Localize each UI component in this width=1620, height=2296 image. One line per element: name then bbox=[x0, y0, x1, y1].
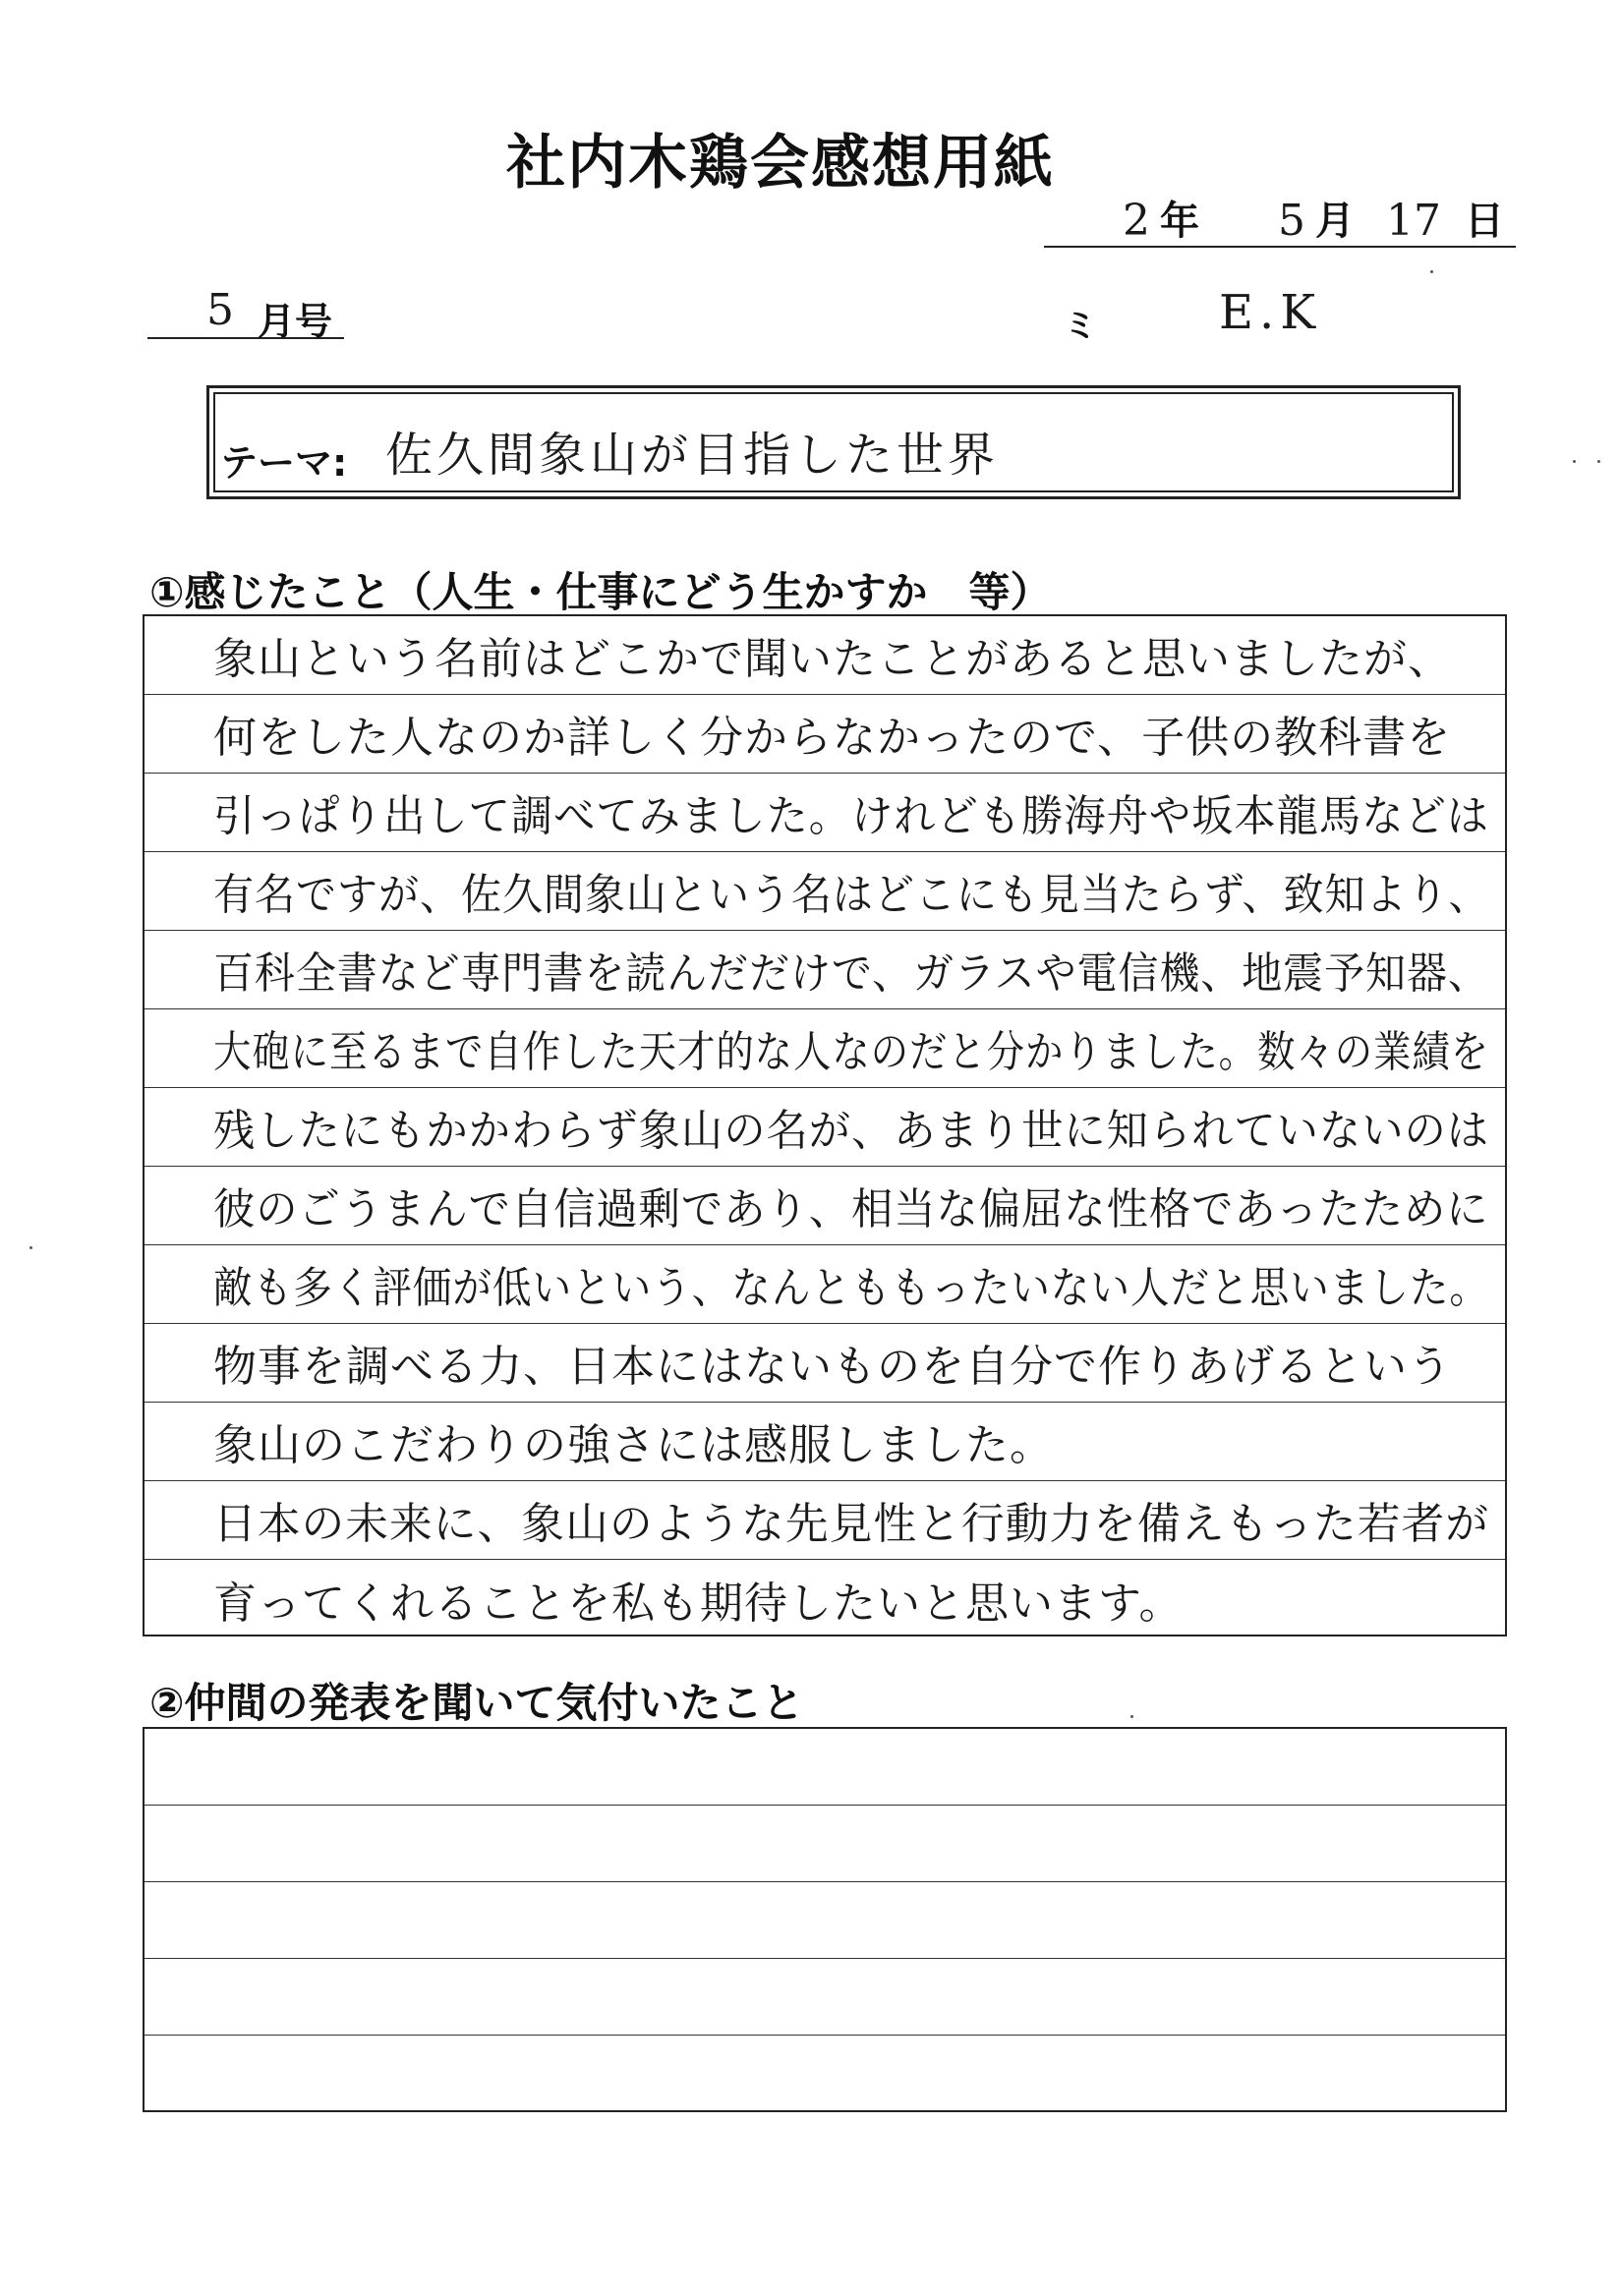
handwritten-line: 百科全書など専門書を読んだだけで、ガラスや電信機、地震予知器、 bbox=[213, 948, 1489, 999]
handwritten-line: 象山という名前はどこかで聞いたことがあると思いましたが、 bbox=[213, 634, 1452, 684]
date-year-value: 2 bbox=[1123, 196, 1150, 246]
handwritten-line: 彼のごうまんで自信過剰であり、相当な偏屈な性格であったために bbox=[213, 1184, 1489, 1234]
handwritten-line: 何をした人なのか詳しく分からなかったので、子供の教科書を bbox=[213, 713, 1452, 763]
blank-lined-row bbox=[145, 1959, 1505, 2036]
section2-lined-box bbox=[143, 1727, 1507, 2112]
issue-value: 5 bbox=[206, 285, 234, 335]
form-title: 社内木鶏会感想用紙 bbox=[506, 129, 1055, 198]
handwritten-line: 引っぱり出して調べてみました。けれども勝海舟や坂本龍馬などは bbox=[213, 791, 1489, 841]
lined-row bbox=[145, 774, 1505, 852]
handwritten-line: 日本の未来に、象山のような先見性と行動力を備えもった若者が bbox=[213, 1499, 1489, 1549]
issue-unit: 月号 bbox=[258, 300, 333, 343]
lined-row bbox=[145, 1403, 1505, 1481]
blank-lined-row bbox=[145, 1729, 1505, 1806]
date-underline bbox=[1044, 246, 1516, 248]
date-month-value: 5 bbox=[1278, 196, 1305, 246]
name-mark: ミ bbox=[1064, 307, 1097, 346]
theme-label: テーマ: bbox=[220, 441, 348, 485]
lined-row bbox=[145, 695, 1505, 774]
lined-row bbox=[145, 616, 1505, 695]
lined-row bbox=[145, 852, 1505, 931]
date-month-unit: 月 bbox=[1315, 199, 1355, 244]
scan-speck bbox=[1597, 460, 1600, 463]
blank-lined-row bbox=[145, 2036, 1505, 2110]
date-day-unit: 日 bbox=[1465, 199, 1504, 244]
handwritten-line: 大砲に至るまで自作した天才的な人なのだと分かりました。数々の業績を bbox=[213, 1027, 1489, 1077]
name-value: E.K bbox=[1219, 285, 1322, 340]
handwritten-line: 物事を調べる力、日本にはないものを自分で作りあげるという bbox=[213, 1342, 1452, 1392]
lined-row bbox=[145, 1088, 1505, 1167]
scan-speck bbox=[1573, 460, 1576, 463]
lined-row bbox=[145, 1009, 1505, 1088]
lined-row bbox=[145, 1481, 1505, 1560]
section1-heading: ①感じたこと（人生・仕事にどう生かすか 等） bbox=[149, 568, 1052, 616]
date-year-unit: 年 bbox=[1160, 199, 1199, 244]
section1-lined-box bbox=[143, 614, 1507, 1636]
handwritten-line: 育ってくれることを私も期待したいと思います。 bbox=[213, 1578, 1184, 1629]
section2-heading: ②仲間の発表を聞いて気付いたこと bbox=[149, 1679, 804, 1727]
scan-speck bbox=[1130, 1715, 1133, 1718]
blank-lined-row bbox=[145, 1806, 1505, 1882]
scan-speck bbox=[29, 1246, 32, 1249]
lined-row bbox=[145, 1167, 1505, 1245]
handwritten-line: 象山のこだわりの強さには感服しました。 bbox=[213, 1420, 1054, 1470]
theme-value: 佐久間象山が目指した世界 bbox=[385, 428, 1000, 483]
handwritten-line: 残したにもかかわらず象山の名が、あまり世に知られていないのは bbox=[213, 1106, 1489, 1156]
scan-speck bbox=[1430, 270, 1433, 273]
lined-row bbox=[145, 1560, 1505, 1638]
lined-row bbox=[145, 1245, 1505, 1324]
lined-row bbox=[145, 931, 1505, 1009]
date-day-value: 17 bbox=[1386, 196, 1441, 246]
lined-row bbox=[145, 1324, 1505, 1403]
blank-lined-row bbox=[145, 1882, 1505, 1959]
handwritten-line: 有名ですが、佐久間象山という名はどこにも見当たらず、致知より、 bbox=[213, 870, 1490, 920]
handwritten-line: 敵も多く評価が低いという、なんとももったいない人だと思いました。 bbox=[213, 1263, 1489, 1313]
